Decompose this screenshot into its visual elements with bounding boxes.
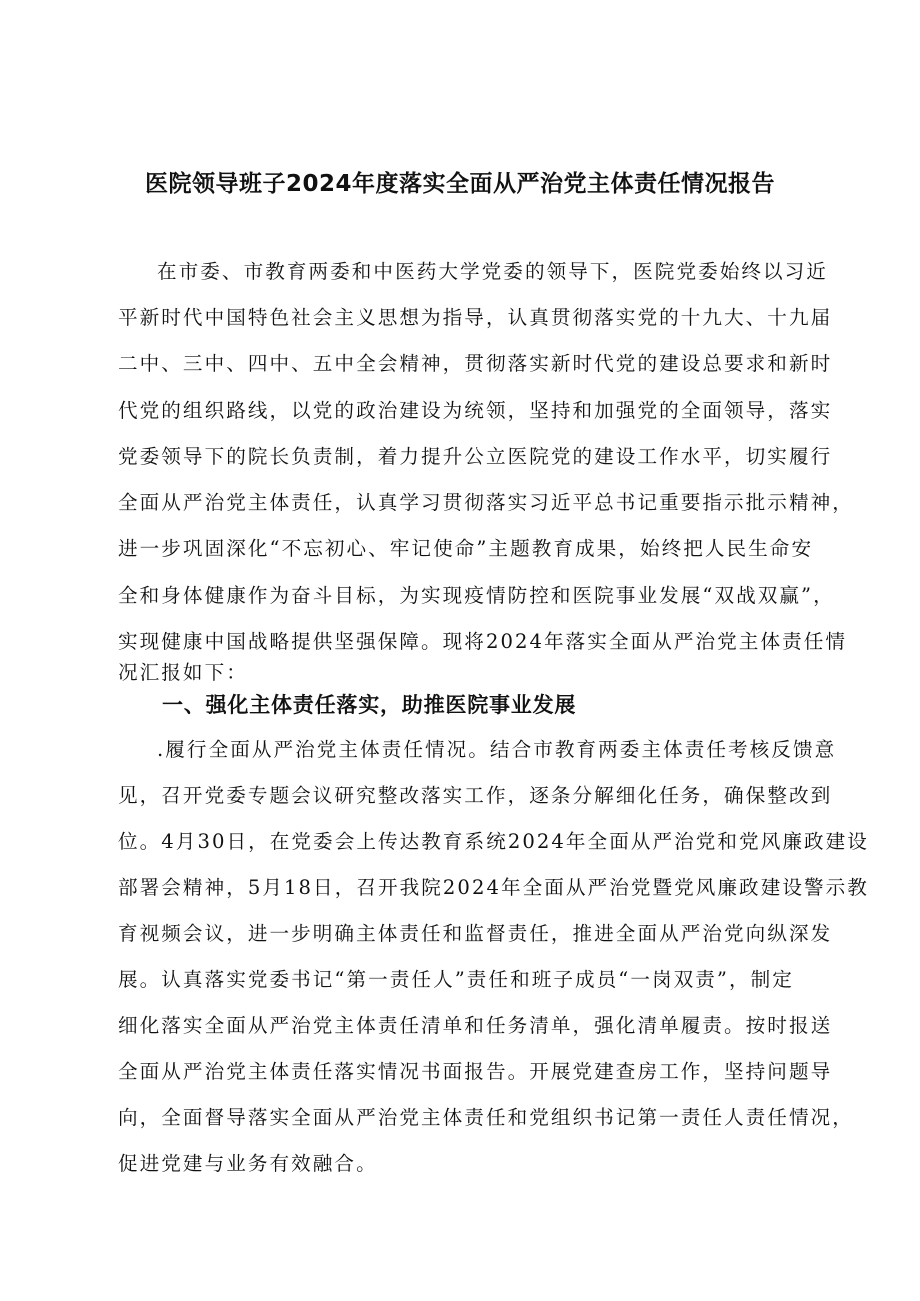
paragraph-line: 代党的组织路线，以党的政治建设为统领，坚持和加强党的全面领导，落实 [118,399,833,422]
paragraph-line: 党委领导下的院长负责制，着力提升公立医院党的建设工作水平，切实履行 [118,445,833,468]
paragraph-line: 育视频会议，进一步明确主体责任和监督责任，推进全面从严治党向纵深发 [118,922,833,945]
section-heading: 一、强化主体责任落实，助推医院事业发展 [162,693,577,717]
paragraph-line: 全和身体健康作为奋斗目标，为实现疫情防控和医院事业发展“双战双赢”， [118,584,835,607]
paragraph-line: 况汇报如下： [118,661,248,684]
paragraph-line: 位。4月30日，在党委会上传达教育系统2024年全面从严治党和党风廉政建设 [118,830,869,853]
paragraph-line: 展。认真落实党委书记“第一责任人”责任和班子成员“一岗双责”，制定 [118,968,794,991]
document-title: 医院领导班子2024年度落实全面从严治党主体责任情况报告 [144,171,775,197]
paragraph-line: 全面从严治党主体责任，认真学习贯彻落实习近平总书记重要指示批示精神， [118,491,854,514]
paragraph-line: 进一步巩固深化“不忘初心、牢记使命”主题教育成果，始终把人民生命安 [118,537,814,560]
paragraph-line: 细化落实全面从严治党主体责任清单和任务清单，强化清单履责。按时报送 [118,1014,833,1037]
paragraph-line: 实现健康中国战略提供坚强保障。现将2024年落实全面从严治党主体责任情 [118,630,848,653]
paragraph-line: 在市委、市教育两委和中医药大学党委的领导下，医院党委始终以习近 [157,260,828,283]
paragraph-line: .履行全面从严治党主体责任情况。结合市教育两委主体责任考核反馈意 [157,738,837,761]
paragraph-line: 二中、三中、四中、五中全会精神，贯彻落实新时代党的建设总要求和新时 [118,352,833,375]
paragraph-line: 全面从严治党主体责任落实情况书面报告。开展党建查房工作，坚持问题导 [118,1060,833,1083]
paragraph-line: 部署会精神，5月18日，召开我院2024年全面从严治党暨党风廉政建设警示教 [118,876,869,899]
paragraph-line: 向，全面督导落实全面从严治党主体责任和党组织书记第一责任人责任情况， [118,1106,854,1129]
paragraph-line: 促进党建与业务有效融合。 [118,1152,378,1175]
paragraph-line: 平新时代中国特色社会主义思想为指导，认真贯彻落实党的十九大、十九届 [118,306,833,329]
paragraph-line: 见，召开党委专题会议研究整改落实工作，逐条分解细化任务，确保整改到 [118,784,833,807]
